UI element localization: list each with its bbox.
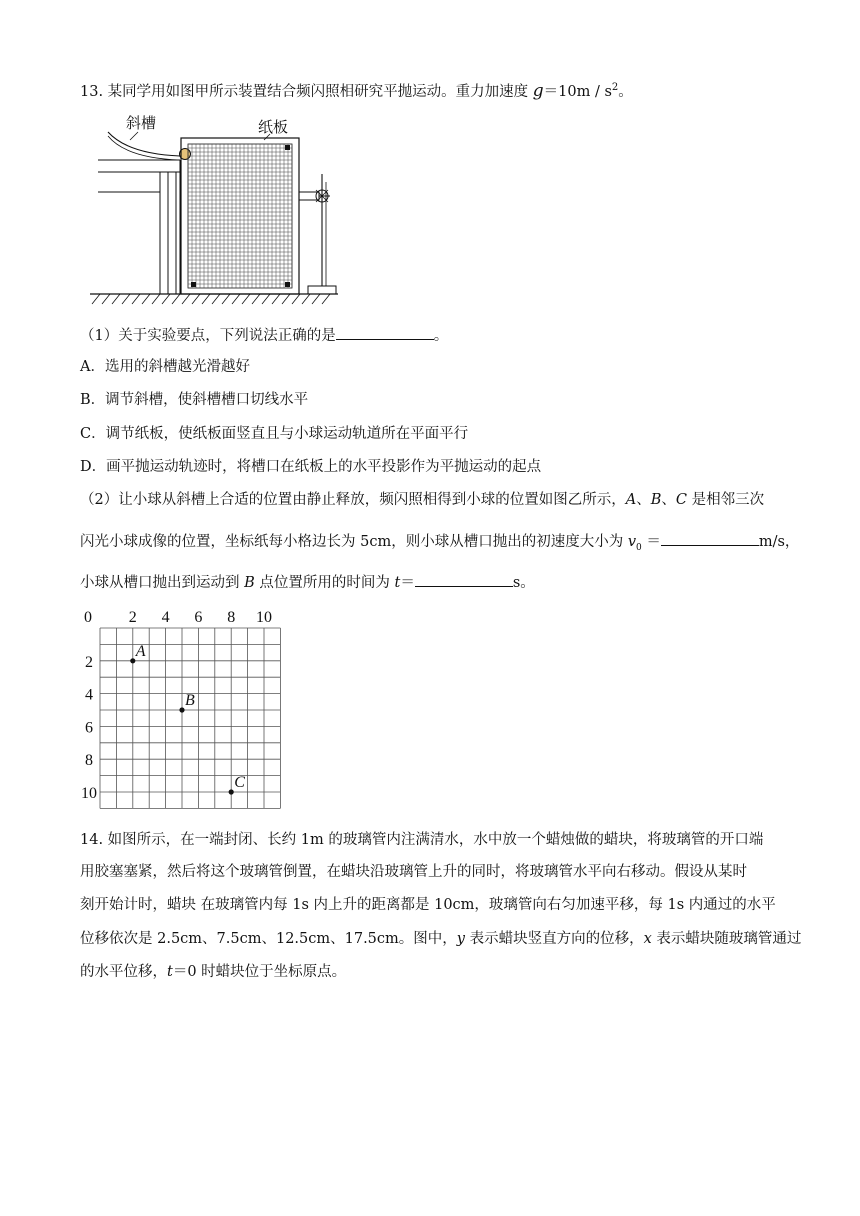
answer-blank-1[interactable] — [336, 325, 434, 340]
y-tick-label: 2 — [85, 653, 93, 671]
q13-part2-line3: 小球从槽口抛出到运动到 B 点位置所用的时间为 t＝ s。 — [80, 572, 535, 593]
g-exponent: 2 — [611, 82, 619, 93]
point-b — [179, 707, 184, 712]
x-tick-label: 0 — [84, 609, 92, 626]
g-symbol: g — [532, 80, 544, 101]
y-tick-label: 10 — [81, 785, 97, 802]
q13-part1: （1）关于实验要点，下列说法正确的是 。 — [80, 325, 448, 346]
q14-line4: 位移依次是 2.5cm、7.5cm、12.5cm、17.5cm。图中，y 表示蜡块竖直方向的位移，x 表示蜡块随玻璃管通过 — [80, 931, 802, 947]
point-a — [130, 658, 135, 663]
y-tick-label: 8 — [85, 752, 93, 770]
x-tick-label: 2 — [128, 609, 137, 626]
coordinate-grid-figure — [76, 604, 286, 810]
x-tick-label: 6 — [194, 609, 203, 626]
option-a[interactable]: A．选用的斜槽越光滑越好 — [80, 359, 250, 375]
q13-stem: 13. 某同学用如图甲所示装置结合频闪照相研究平抛运动。重力加速度 $g=10m / s^2$。 — [80, 80, 633, 101]
x-tick-label: 8 — [227, 609, 236, 626]
q14-line2: 用胶塞塞紧，然后将这个玻璃管倒置，在蜡块沿玻璃管上升的同时，将玻璃管水平向右移动。假设从某时 — [80, 864, 747, 880]
chute-label: 斜槽 — [126, 114, 157, 132]
answer-blank-t[interactable] — [415, 572, 513, 587]
point-label-c: C — [234, 774, 245, 791]
board-label: 纸板 — [258, 118, 289, 136]
q14-line5: 的水平位移，t＝0 时蜡块位于坐标原点。 — [80, 964, 347, 980]
apparatus-figure — [88, 110, 348, 310]
option-d[interactable]: D．画平抛运动轨迹时，将槽口在纸板上的水平投影作为平抛运动的起点 — [80, 459, 542, 475]
q14-line1: 14. 如图所示，在一端封闭、长约 1m 的玻璃管内注满清水，水中放一个蜡烛做的蜡块，将玻璃管的开口端 — [80, 832, 764, 848]
q14-line3: 刻开始计时，蜡块 在玻璃管内每 1s 内上升的距离都是 10cm，玻璃管向右匀加速平移，每 1s 内通过的水平 — [80, 897, 776, 913]
x-tick-label: 10 — [256, 609, 272, 626]
point-label-b: B — [185, 692, 195, 709]
point-label-a: A — [135, 642, 146, 660]
q13-part2-line2: 闪光小球成像的位置，坐标纸每小格边长为 5cm，则小球从槽口抛出的初速度大小为 $v_0 = m/s$， — [80, 531, 799, 558]
point-c — [229, 789, 234, 794]
y-tick-label: 4 — [85, 686, 93, 704]
option-c[interactable]: C．调节纸板，使纸板面竖直且与小球运动轨道所在平面平行 — [80, 426, 469, 442]
g-value: ＝10m / s — [543, 83, 612, 100]
answer-blank-v0[interactable] — [661, 531, 759, 546]
x-tick-label: 4 — [161, 609, 170, 626]
option-b[interactable]: B．调节斜槽，使斜槽槽口切线水平 — [80, 392, 309, 408]
y-tick-label: 6 — [85, 719, 93, 737]
q13-part2-line1: （2）让小球从斜槽上合适的位置由静止释放，频闪照相得到小球的位置如图乙所示，A、B、C 是相邻三次 — [80, 492, 765, 508]
